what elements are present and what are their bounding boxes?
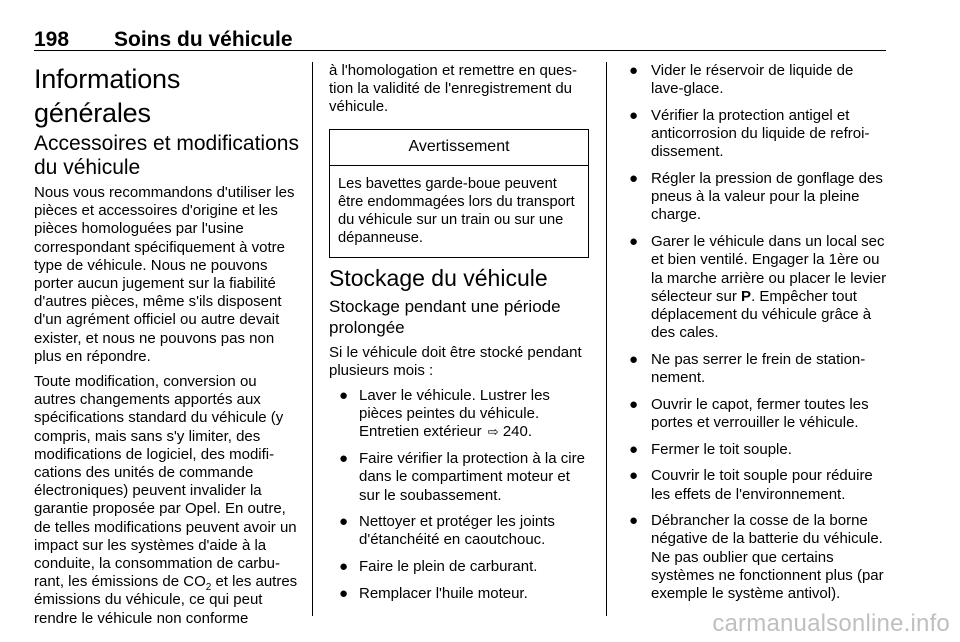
paragraph: Nous vous recommandons d'utiliser les pièces et accessoires d'origine et les pièces homologuées par l'usine correspondant spécifiquement à votre type de véhicule. Nous ne pouvons porter aucun jugement sur la fiabilité d'autres pièces, même s'ils disposent d'un agrément officiel ou autre devait exister, et nous ne pouvons pas non plus en répondre. <box>34 184 295 365</box>
subsection-heading: Stockage pendant une période prolongée <box>329 296 561 337</box>
list-item: ● Remplacer l'huile moteur. <box>339 584 528 602</box>
column-1 <box>34 62 300 628</box>
bullet-icon: ● <box>629 106 639 124</box>
list-item: ● Régler la pression de gonflage des pneus à la valeur pour la pleine charge. <box>629 170 883 224</box>
storage-list <box>329 387 591 603</box>
section-heading: Stockage du véhicule <box>329 264 548 291</box>
subsection-heading: Accessoires et modifications du véhicule <box>34 132 299 179</box>
storage-list-continued <box>623 62 887 603</box>
list-item: ● Faire vérifier la protection à la cire dans le compartiment moteur et sur le soubassement. <box>339 450 585 504</box>
column-divider <box>312 62 313 616</box>
section-heading: Informations générales <box>34 64 181 128</box>
bullet-icon: ● <box>629 512 639 530</box>
bullet-icon: ● <box>339 558 349 576</box>
list-item: ● Ne pas serrer le frein de stationnement. <box>629 350 866 387</box>
list-item: ● Nettoyer et protéger les joints d'étanchéité en caoutchouc. <box>339 513 555 549</box>
bullet-icon: ● <box>339 387 349 405</box>
list-item: ● Garer le véhicule dans un local sec et bien ventilé. Engager la 1ère ou la marche arrière ou placer le levier sélecteur sur P. Empêcher tout déplacement du véhicule grâce à des cales. <box>629 233 887 342</box>
bullet-icon: ● <box>629 62 639 79</box>
page-header <box>34 14 886 51</box>
page-number: 198 <box>34 28 70 51</box>
bullet-icon: ● <box>629 467 639 485</box>
list-item: ● Débrancher la cosse de la borne négative de la batterie du véhicule. Ne pas oublier que certains systèmes ne fonctionnent plus (par exemple le système antivol). <box>629 512 884 603</box>
page-reference: 240. <box>502 423 533 441</box>
list-item: ● Laver le véhicule. Lustrer les pièces peintes du véhicule. Entretien extérieur ⇨ 240. <box>339 387 550 441</box>
list-item: ● Vider le réservoir de liquide de lave-glace. <box>629 62 854 98</box>
column-divider <box>606 62 607 616</box>
warning-text: Les bavettes garde-boue peuvent être endommagées lors du transport du véhicule sur un train ou sur une dépanneuse. <box>338 175 575 246</box>
bullet-icon: ● <box>339 450 349 468</box>
bullet-icon: ● <box>629 395 639 413</box>
page-reference-arrow-icon: ⇨ <box>487 424 499 440</box>
column-2 <box>329 62 591 612</box>
paragraph: Si le véhicule doit être stocké pendant plusieurs mois : <box>329 343 582 379</box>
running-title: Soins du véhicule <box>114 28 293 51</box>
bullet-icon: ● <box>339 513 349 531</box>
bullet-icon: ● <box>629 233 639 251</box>
list-item: ● Couvrir le toit souple pour réduire les effets de l'environnement. <box>629 467 873 503</box>
list-item: ● Ouvrir le capot, fermer toutes les portes et verrouiller le véhicule. <box>629 395 869 431</box>
warning-box <box>329 129 589 258</box>
warning-title: Avertissement <box>330 130 588 166</box>
bullet-icon: ● <box>629 440 639 458</box>
list-item: ● Faire le plein de carburant. <box>339 558 538 576</box>
column-3 <box>623 62 887 612</box>
paragraph: Toute modification, conversion ou autres changements apportés aux spécifications standard du véhicule (y compris, mais sans s'y limiter, des modifications de logiciel, des modifications des unités de commande électroniques) peuvent invalider la garantie proposée par Opel. En outre, de telles modifications peuvent avoir un impact sur les systèmes d'aide à la conduite, la consommation de carburant, les émissions de $CO_2$ et les autres émissions du véhicule, ce qui peut rendre le véhicule non conforme <box>34 373 298 627</box>
bullet-icon: ● <box>629 170 639 188</box>
bullet-icon: ● <box>629 350 639 368</box>
bullet-icon: ● <box>339 584 349 602</box>
list-item: ● Vérifier la protection antigel et anticorrosion du liquide de refroidissement. <box>629 106 870 161</box>
watermark: carmanualsonline.info <box>712 610 950 637</box>
list-item: ● Fermer le toit souple. <box>629 440 792 458</box>
paragraph: à l'homologation et remettre en question la validité de l'enregistrement du véhicule. <box>329 62 578 116</box>
